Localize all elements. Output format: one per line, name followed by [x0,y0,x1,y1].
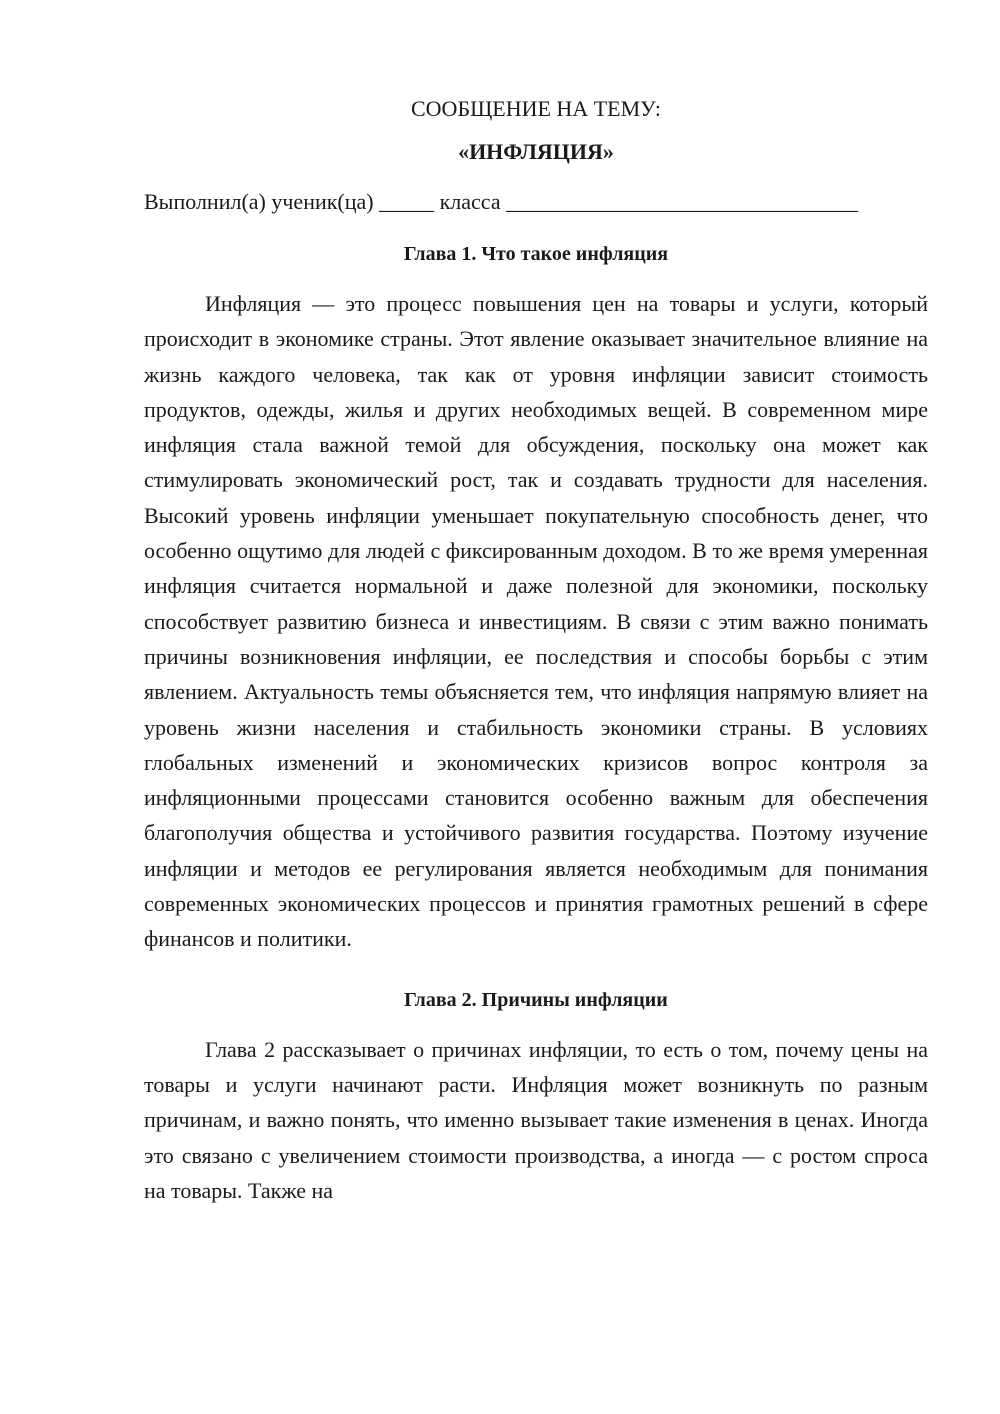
author-line: Выполнил(а) ученик(ца) _____ класса ________________________________ [144,189,859,214]
document-topic: «ИНФЛЯЦИЯ» [458,139,614,164]
chapter-2-paragraph: Глава 2 рассказывает о причинах инфляции, то есть о том, почему цены на товары и услуги начинают расти. Инфляция может возникнуть по разным причинам, и важно понять, что именно вызывает такие изменения в ценах. Иногда это связано с увеличением стоимости производства, а иногда — с ростом спроса на товары. Также на [144,1036,928,1203]
chapter-2-heading: Глава 2. Причины инфляции [404,988,668,1011]
chapter-1-paragraph: Инфляция — это процесс повышения цен на товары и услуги, который происходит в экономике страны. Этот явление оказывает значительное влияние на жизнь каждого человека, так как от уровня инфляции зависит стоимость продуктов, одежды, жилья и других необходимых вещей. В современном мире инфляция стала важной темой для обсуждения, поскольку она может как стимулировать экономический рост, так и создавать трудности для населения. Высокий уровень инфляции уменьшает покупательную способность денег, что особенно ощутимо для людей с фиксированным доходом. В то же время умеренная инфляция считается нормальной и даже полезной для экономики, поскольку способствует развитию бизнеса и инвестициям. В связи с этим важно понимать причины возникновения инфляции, ее последствия и способы борьбы с этим явлением. Актуальность темы объясняется тем, что инфляция напрямую влияет на уровень жизни населения и стабильность экономики страны. В условиях глобальных изменений и экономических кризисов вопрос контроля за инфляционными процессами становится особенно важным для обеспечения благополучия общества и устойчивого развития государства. Поэтому изучение инфляции и методов ее регулирования является необходимым для понимания современных экономических процессов и принятия грамотных решений в сфере финансов и политики. [144,291,928,952]
document-title: СООБЩЕНИЕ НА ТЕМУ: [411,96,661,121]
document-page [144,94,928,1208]
chapter-1-heading: Глава 1. Что такое инфляция [403,243,669,265]
